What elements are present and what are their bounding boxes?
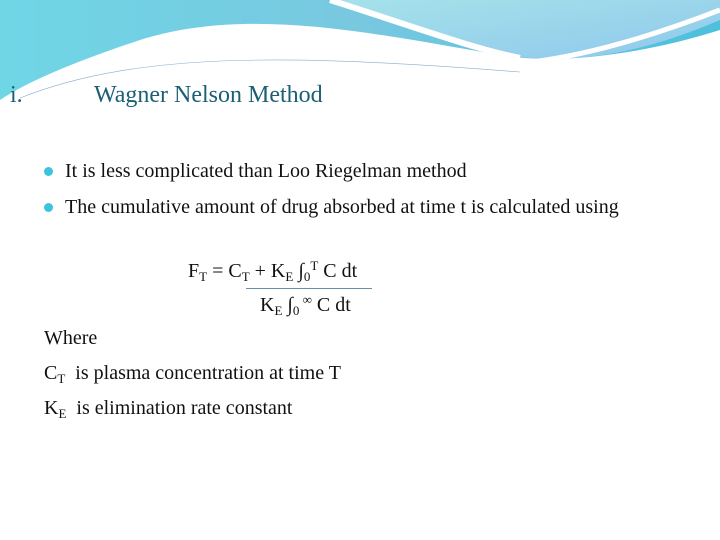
- fraction-bar: [246, 288, 372, 289]
- title-text: Wagner Nelson Method: [94, 82, 323, 108]
- bullet-item: The cumulative amount of drug absorbed at time t is calculated using: [44, 194, 694, 220]
- bullet-dot-icon: [44, 203, 53, 212]
- definition-ke: $K_E$ is elimination rate constant: [44, 397, 293, 421]
- formula-denominator: $K_E$ $\int_0$ ∞ C dt: [260, 292, 351, 318]
- definition-ct: $C_T$ is plasma concentration at time T: [44, 362, 341, 386]
- bullet-dot-icon: [44, 167, 53, 176]
- formula-numerator: $F_T = C_T + K_E$ $\int_0^T$ C dt: [188, 258, 358, 284]
- bullet-item: It is less complicated than Loo Riegelman method: [44, 158, 694, 184]
- where-label: Where: [44, 327, 98, 349]
- title-number: i.: [10, 82, 23, 108]
